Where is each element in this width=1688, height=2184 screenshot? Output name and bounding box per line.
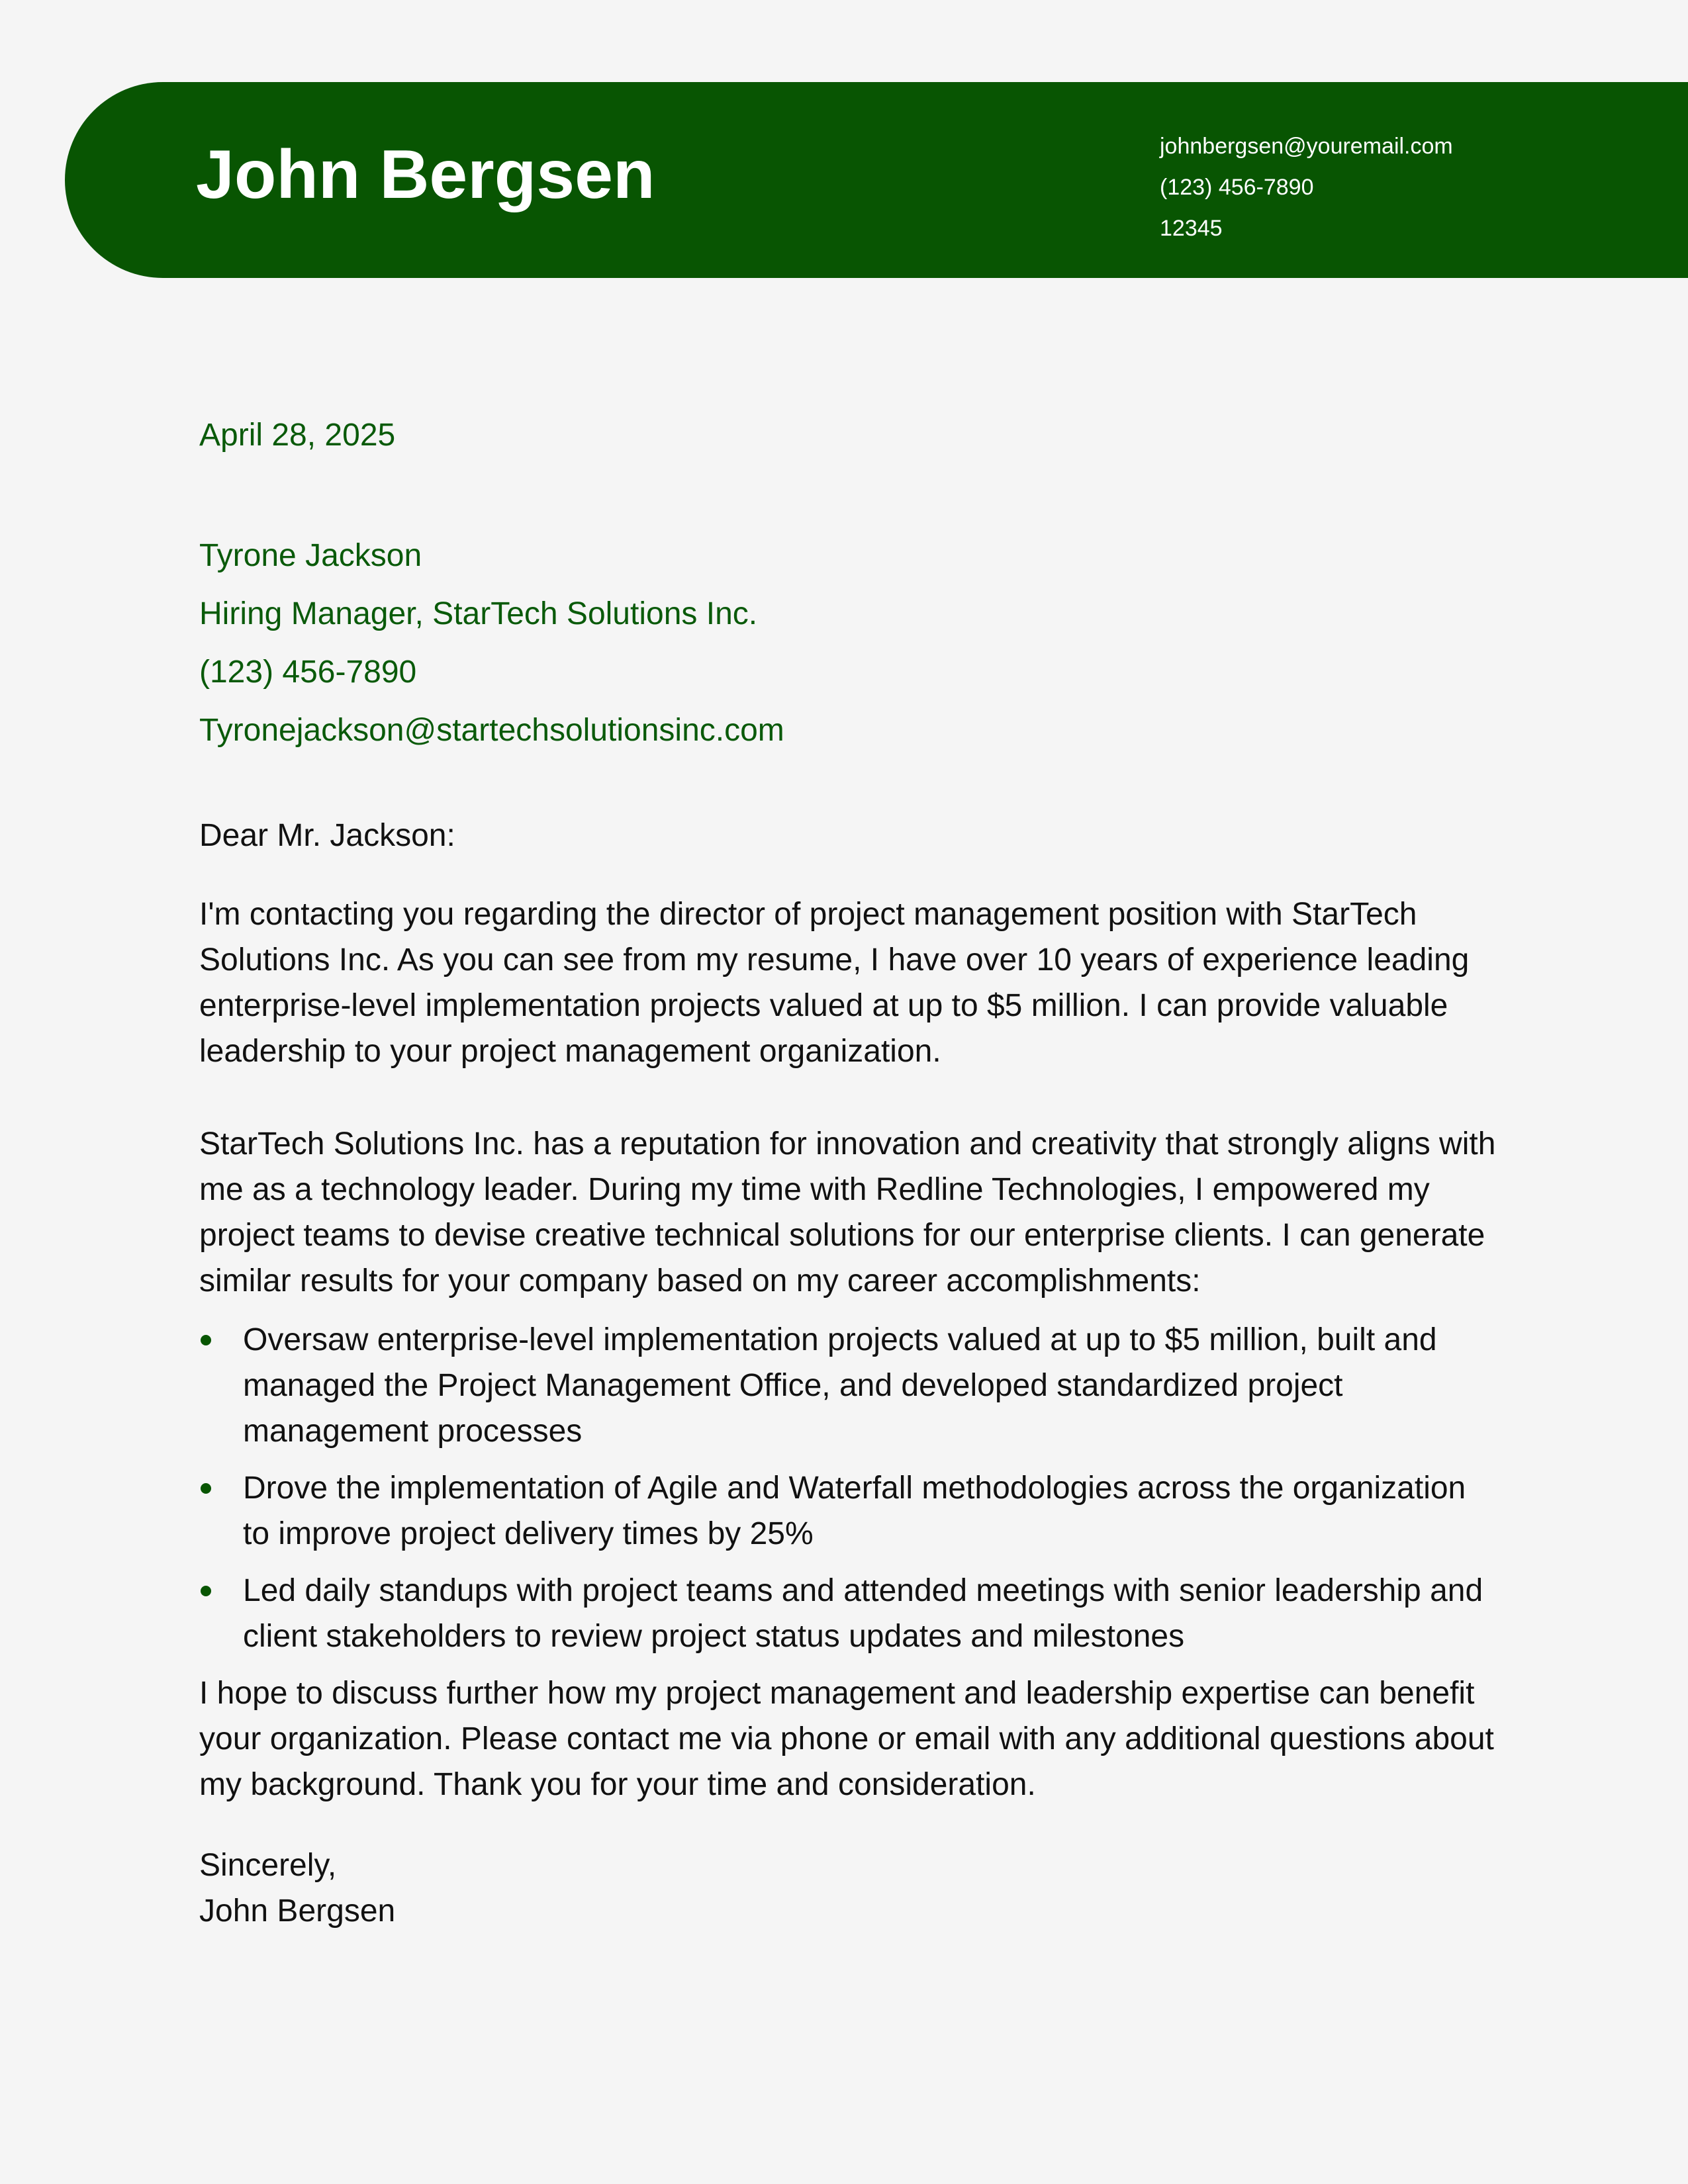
bullet-icon <box>201 1586 211 1596</box>
sender-phone: (123) 456-7890 <box>1160 175 1314 200</box>
list-item-text: Led daily standups with project teams and attended meetings with senior leadership and client stakeholders to review project status updates and milestones <box>243 1573 1483 1654</box>
closing-phrase: Sincerely, <box>199 1848 337 1883</box>
accomplishments-list <box>199 1317 1497 1659</box>
bullet-icon <box>201 1335 211 1345</box>
recipient-title: Hiring Manager, StarTech Solutions Inc. <box>199 596 758 631</box>
letter-date: April 28, 2025 <box>199 418 396 453</box>
salutation: Dear Mr. Jackson: <box>199 818 455 853</box>
letter-body <box>199 813 1497 1934</box>
sender-contact-block <box>1160 126 1453 249</box>
recipient-phone: (123) 456-7890 <box>199 655 417 690</box>
list-item <box>199 1465 1497 1557</box>
paragraph-accomplishments-intro: StarTech Solutions Inc. has a reputation for innovation and creativity that strongly aligns with me as a technology leader. During my time with Redline Technologies, I empowered my project teams to devise creative technical solutions for our enterprise clients. I can generate similar results for your company based on my career accomplishments: <box>199 1126 1496 1298</box>
signature-name: John Bergsen <box>199 1893 396 1929</box>
recipient-email: Tyronejackson@startechsolutionsinc.com <box>199 713 784 748</box>
list-item-text: Drove the implementation of Agile and Waterfall methodologies across the organization to improve project delivery times by 25% <box>243 1471 1466 1551</box>
list-item <box>199 1568 1497 1659</box>
paragraph-intro: I'm contacting you regarding the director of project management position with StarTech Solutions Inc. As you can see from my resume, I have over 10 years of experience leading enterprise-level implementation projects valued at up to $5 million. I can provide valuable leadership to your project management organization. <box>199 897 1470 1069</box>
list-item <box>199 1317 1497 1454</box>
bullet-icon <box>201 1483 211 1494</box>
sender-postal-code: 12345 <box>1160 216 1223 241</box>
list-item-text: Oversaw enterprise-level implementation projects valued at up to $5 million, built and managed the Project Management Office, and developed standardized project management processes <box>243 1322 1437 1449</box>
sender-email: johnbergsen@youremail.com <box>1160 134 1453 159</box>
recipient-name: Tyrone Jackson <box>199 538 422 573</box>
recipient-block <box>199 527 784 760</box>
paragraph-closing: I hope to discuss further how my project management and leadership expertise can benefit your organization. Please contact me via phone or email with any additional questions about my background. Thank you for your time and consideration. <box>199 1676 1494 1802</box>
sender-name: John Bergsen <box>196 136 655 213</box>
